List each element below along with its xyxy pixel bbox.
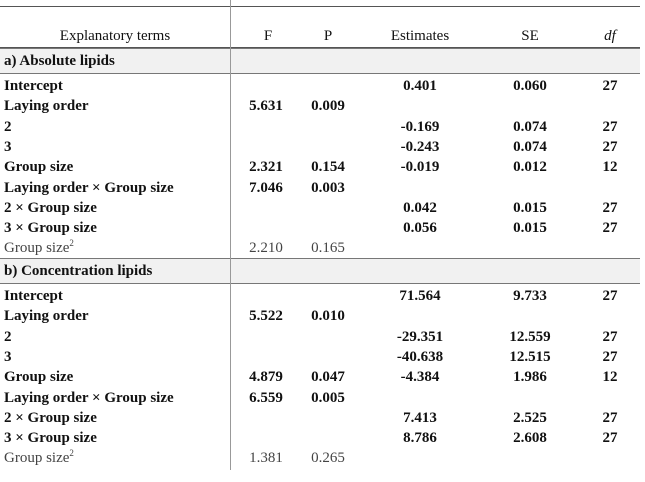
cell-se: 12.559 <box>509 328 551 345</box>
table-row <box>0 137 640 157</box>
header-f: F <box>263 28 273 44</box>
cell-df: 27 <box>602 118 618 135</box>
cell-P: 0.165 <box>311 240 345 257</box>
section-title: a) Absolute lipids <box>4 53 115 69</box>
table-row <box>0 347 640 367</box>
section-header <box>0 258 640 284</box>
cell-P: 0.265 <box>311 450 345 467</box>
cell-term: Group size$^2$ <box>4 448 74 467</box>
cell-est: -40.638 <box>396 348 444 365</box>
section-title: b) Concentration lipids <box>4 263 153 279</box>
cell-est: -29.351 <box>396 328 444 345</box>
cell-est: 0.056 <box>403 220 437 237</box>
cell-se: 1.986 <box>513 369 547 386</box>
table-row <box>0 448 640 468</box>
cell-F: 5.522 <box>249 308 283 325</box>
table-row <box>0 238 640 258</box>
cell-se: 0.015 <box>513 199 547 216</box>
cell-P: 0.003 <box>311 179 345 196</box>
table-header <box>0 26 640 46</box>
cell-est: 0.042 <box>403 199 437 216</box>
cell-se: 12.515 <box>509 348 551 365</box>
table-row <box>0 96 640 116</box>
table-row <box>0 286 640 306</box>
header-p: P <box>323 28 333 44</box>
cell-P: 0.047 <box>311 369 345 386</box>
cell-df: 12 <box>602 369 618 386</box>
cell-F: 2.321 <box>249 159 283 176</box>
table-row <box>0 178 640 198</box>
cell-term: 3 × Group size <box>4 430 97 447</box>
table-row <box>0 367 640 387</box>
cell-term: 3 <box>4 348 12 365</box>
table-row <box>0 408 640 428</box>
superscript: 2 <box>69 238 74 249</box>
cell-P: 0.005 <box>311 389 345 406</box>
header-df: df <box>604 28 616 44</box>
header-explanatory-terms: Explanatory terms <box>59 28 171 44</box>
cell-P: 0.010 <box>311 308 345 325</box>
cell-term: Laying order × Group size <box>4 179 174 196</box>
cell-est: 71.564 <box>399 288 441 304</box>
table-row <box>0 428 640 448</box>
table-row <box>0 117 640 137</box>
cell-df: 12 <box>602 159 618 176</box>
cell-F: 2.210 <box>249 240 283 257</box>
cell-F: 6.559 <box>249 389 283 406</box>
table-row <box>0 388 640 408</box>
cell-term: Group size <box>4 369 74 386</box>
cell-est: 7.413 <box>403 409 437 426</box>
column-divider <box>230 0 231 470</box>
cell-term: 2 <box>4 118 12 135</box>
cell-term: Laying order <box>4 308 89 325</box>
cell-term: 2 × Group size <box>4 199 97 216</box>
cell-df: 27 <box>602 348 618 365</box>
table-row <box>0 157 640 177</box>
cell-term: Group size$^2$ <box>4 238 74 257</box>
cell-est: 0.401 <box>403 78 437 94</box>
cell-est: -0.019 <box>400 159 440 176</box>
cell-se: 9.733 <box>513 288 547 304</box>
cell-se: 0.074 <box>513 118 547 135</box>
cell-term: 2 <box>4 328 12 345</box>
cell-F: 7.046 <box>249 179 283 196</box>
cell-term: 2 × Group size <box>4 409 97 426</box>
cell-est: 8.786 <box>403 430 437 447</box>
cell-term: Laying order <box>4 98 89 115</box>
table-row <box>0 198 640 218</box>
cell-term: Intercept <box>4 288 63 304</box>
table-row <box>0 76 640 96</box>
cell-df: 27 <box>602 328 618 345</box>
cell-se: 2.525 <box>513 409 547 426</box>
cell-df: 27 <box>602 220 618 237</box>
cell-P: 0.009 <box>311 98 345 115</box>
cell-term: Intercept <box>4 78 63 94</box>
cell-se: 2.608 <box>513 430 547 447</box>
cell-est: -4.384 <box>400 369 440 386</box>
superscript: 2 <box>69 448 74 459</box>
table-row <box>0 327 640 347</box>
cell-df: 27 <box>602 288 618 304</box>
table-row <box>0 218 640 238</box>
cell-df: 27 <box>602 430 618 447</box>
cell-se: 0.012 <box>513 159 547 176</box>
cell-est: -0.243 <box>400 138 440 155</box>
table-row <box>0 306 640 326</box>
cell-est: -0.169 <box>400 118 440 135</box>
cell-df: 27 <box>602 78 618 94</box>
cell-se: 0.060 <box>513 78 547 94</box>
cell-F: 4.879 <box>249 369 283 386</box>
cell-term: 3 <box>4 138 12 155</box>
section-header <box>0 48 640 74</box>
cell-P: 0.154 <box>311 159 345 176</box>
cell-df: 27 <box>602 138 618 155</box>
cell-df: 27 <box>602 199 618 216</box>
cell-term: Laying order × Group size <box>4 389 174 406</box>
header-estimates: Estimates <box>390 28 450 44</box>
cell-F: 1.381 <box>249 450 283 467</box>
cell-F: 5.631 <box>249 98 283 115</box>
cell-se: 0.074 <box>513 138 547 155</box>
cell-term: 3 × Group size <box>4 220 97 237</box>
top-rule <box>0 6 640 7</box>
cell-se: 0.015 <box>513 220 547 237</box>
cell-df: 27 <box>602 409 618 426</box>
cell-term: Group size <box>4 159 74 176</box>
header-se: SE <box>521 28 539 44</box>
